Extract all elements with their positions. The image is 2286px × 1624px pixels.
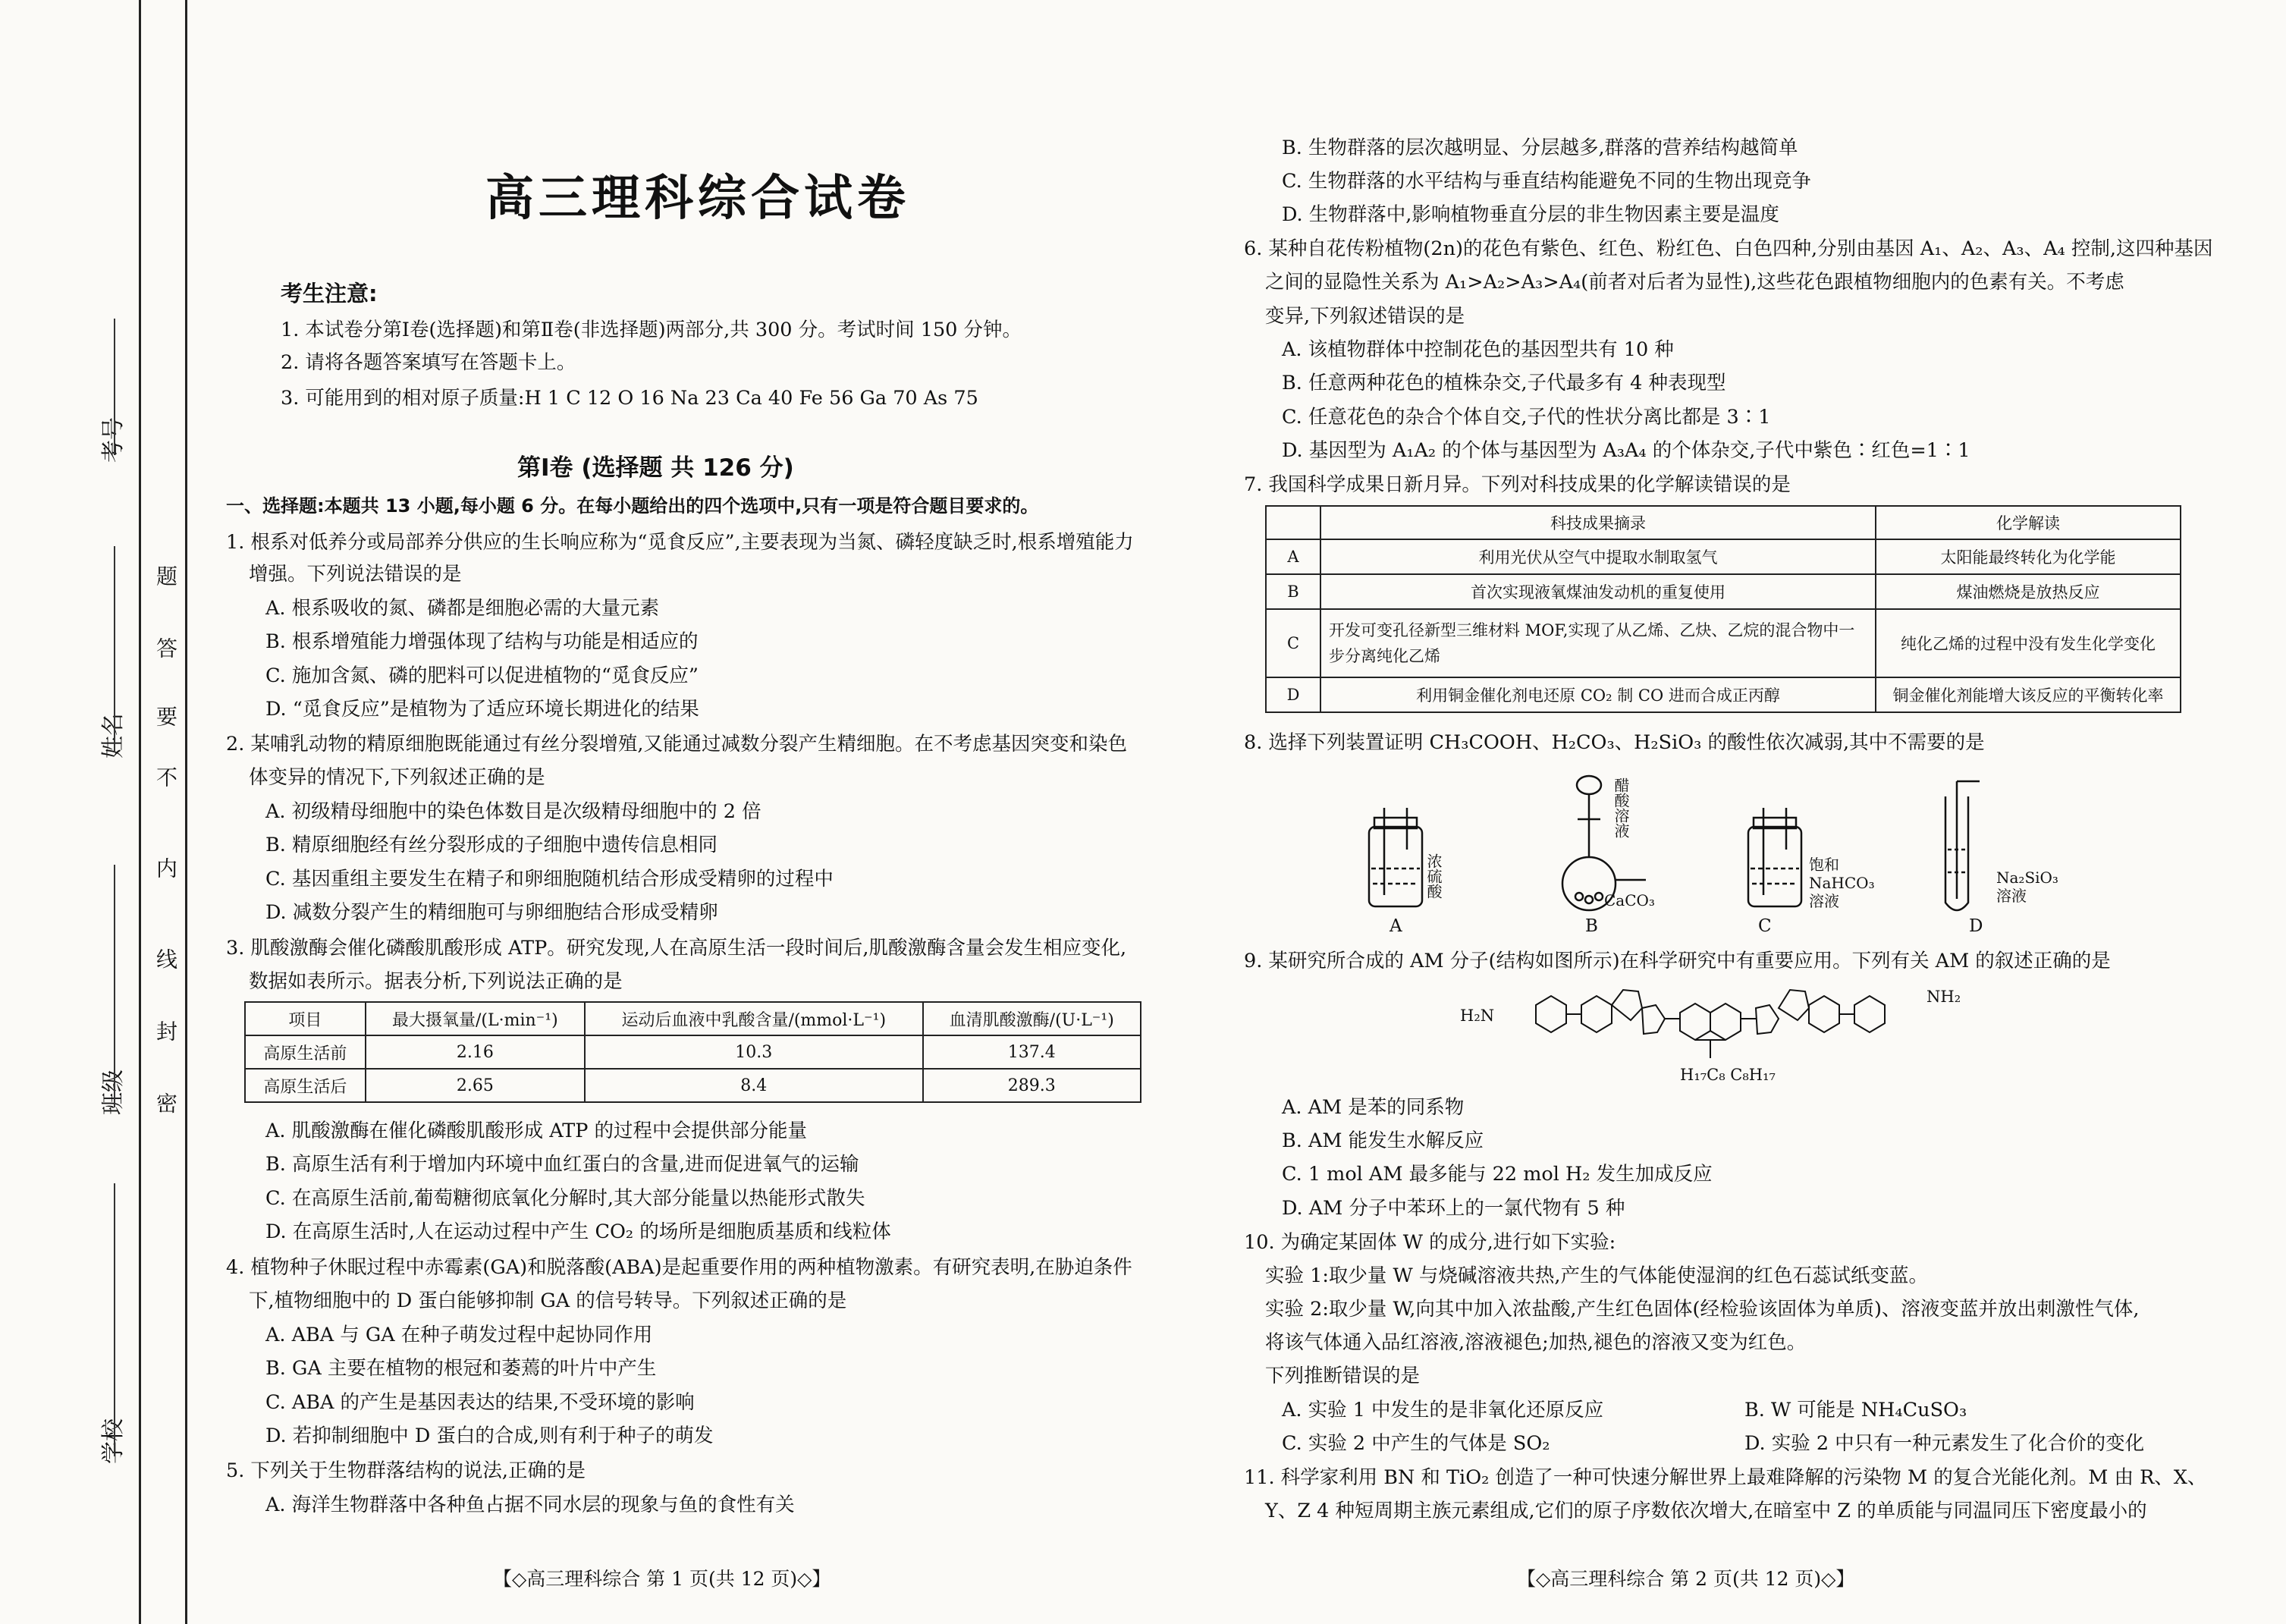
question-3-stem: 3. 肌酸激酶会催化磷酸肌酸形成 ATP。研究发现,人在高原生活一段时间后,肌酸激酶含量会发生相应变化, xyxy=(226,937,1127,960)
question-5-stem: 5. 下列关于生物群落结构的说法,正确的是 xyxy=(226,1459,586,1482)
table-cell: 开发可变孔径新型三维材料 MOF,实现了从乙烯、乙炔、乙烷的混合物中一步分离纯化乙烯 xyxy=(1320,609,1876,677)
seal-char: 内 xyxy=(153,857,178,878)
reagent-line: 饱和 xyxy=(1809,856,1839,874)
question-5-option: C. 生物群落的水平结构与垂直结构能避免不同的生物出现竞争 xyxy=(1282,170,1811,193)
table-cell: 高原生活前 xyxy=(245,1035,366,1069)
question-2-stem: 2. 某哺乳动物的精原细胞既能通过有丝分裂增殖,又能通过减数分裂产生精细胞。在不考虑基因突变和染色 xyxy=(226,733,1128,755)
reagent-line: 溶液 xyxy=(1996,887,2027,905)
apparatus-b-reagent xyxy=(1612,777,1630,838)
table-cell: 137.4 xyxy=(923,1035,1141,1069)
table-cell: A xyxy=(1266,539,1320,574)
seal-char: 线 xyxy=(153,948,178,969)
molecule-alkyl-groups: H₁₇C₈ C₈H₁₇ xyxy=(1680,1066,1776,1084)
molecule-amine-left: H₂N xyxy=(1460,1007,1495,1025)
question-3-table xyxy=(244,1001,1141,1103)
question-7-table xyxy=(1265,505,2181,713)
question-4-option: A. ABA 与 GA 在种子萌发过程中起协同作用 xyxy=(265,1324,653,1346)
table-cell: 利用铜金催化剂电还原 CO₂ 制 CO 进而合成正丙醇 xyxy=(1320,677,1876,712)
reagent-char: 硫 xyxy=(1424,869,1443,884)
table-cell: 2.16 xyxy=(366,1035,585,1069)
molecule-amine-right: NH₂ xyxy=(1926,988,1961,1006)
question-6-stem: 变异,下列叙述错误的是 xyxy=(1265,305,1465,328)
table-cell: C xyxy=(1266,609,1320,677)
question-10-stem: 下列推断错误的是 xyxy=(1265,1365,1421,1387)
table-cell: 煤油燃烧是放热反应 xyxy=(1876,574,2181,609)
seal-char: 答 xyxy=(153,637,178,658)
reagent-line: Na₂SiO₃ xyxy=(1996,869,2058,887)
question-4-option: B. GA 主要在植物的根冠和萎蔫的叶片中产生 xyxy=(265,1357,657,1380)
question-3-option: A. 肌酸激酶在催化磷酸肌酸形成 ATP 的过程中会提供部分能量 xyxy=(265,1120,808,1142)
table-row xyxy=(1266,539,2181,574)
reagent-char: 醋 xyxy=(1612,777,1630,793)
reagent-line: NaHCO₃ xyxy=(1809,874,1875,892)
table-cell: 铜金催化剂能增大该反应的平衡转化率 xyxy=(1876,677,2181,712)
table-cell: D xyxy=(1266,677,1320,712)
field-label-exam-number: 考号 xyxy=(100,417,127,463)
question-1-option: B. 根系增殖能力增强体现了结构与功能是相适应的 xyxy=(265,630,699,653)
question-3-stem: 数据如表所示。据表分析,下列说法正确的是 xyxy=(249,970,623,993)
question-6-option: A. 该植物群体中控制花色的基因型共有 10 种 xyxy=(1282,338,1674,361)
field-label-name: 姓名 xyxy=(100,713,127,759)
seal-char: 要 xyxy=(153,705,178,727)
question-3-option: B. 高原生活有利于增加内环境中血红蛋白的含量,进而促进氧气的运输 xyxy=(265,1153,859,1176)
question-4-option: D. 若抑制细胞中 D 蛋白的合成,则有利于种子的萌发 xyxy=(265,1425,714,1447)
table-cell: B xyxy=(1266,574,1320,609)
table-cell: 纯化乙烯的过程中没有发生化学变化 xyxy=(1876,609,2181,677)
binding-margin xyxy=(0,0,190,1624)
question-2-stem: 体变异的情况下,下列叙述正确的是 xyxy=(249,766,545,789)
table-row xyxy=(245,1069,1141,1102)
reagent-char: 浓 xyxy=(1424,853,1443,869)
reagent-char: 酸 xyxy=(1612,793,1630,808)
notice-item: 3. 可能用到的相对原子质量:H 1 C 12 O 16 Na 23 Ca 40 Fe 56 Ga 70 As 75 xyxy=(281,387,978,410)
question-6-option: C. 任意花色的杂合个体自交,子代的性状分离比都是 3∶1 xyxy=(1282,406,1771,429)
question-1-option: A. 根系吸收的氮、磷都是细胞必需的大量元素 xyxy=(265,597,660,620)
seal-char: 题 xyxy=(153,565,178,586)
notice-item: 1. 本试卷分第Ⅰ卷(选择题)和第Ⅱ卷(非选择题)两部分,共 300 分。考试时间 150 分钟。 xyxy=(281,319,1022,341)
seal-char: 封 xyxy=(153,1020,178,1041)
field-label-class: 班级 xyxy=(100,1070,127,1115)
question-2-option: A. 初级精母细胞中的染色体数目是次级精母细胞中的 2 倍 xyxy=(265,800,761,823)
question-2-option: C. 基因重组主要发生在精子和卵细胞随机结合形成受精卵的过程中 xyxy=(265,868,834,891)
question-10-stem: 实验 1:取少量 W 与烧碱溶液共热,产生的气体能使湿润的红色石蕊试纸变蓝。 xyxy=(1265,1264,1928,1287)
page-footer: 【◇高三理科综合 第 2 页(共 12 页)◇】 xyxy=(1517,1568,1855,1590)
apparatus-label-b: B xyxy=(1585,916,1598,936)
table-cell: 高原生活后 xyxy=(245,1069,366,1102)
reagent-line: 溶液 xyxy=(1809,892,1839,910)
question-10-stem: 将该气体通入品红溶液,溶液褪色;加热,褪色的溶液又变为红色。 xyxy=(1265,1331,1807,1354)
apparatus-c-gas-bottle xyxy=(1748,808,1801,906)
question-1-stem: 增强。下列说法错误的是 xyxy=(249,563,462,586)
table-header: 最大摄氧量/(L·min⁻¹) xyxy=(366,1002,585,1035)
apparatus-d-reagent xyxy=(1996,869,2058,905)
instruction: 一、选择题:本题共 13 小题,每小题 6 分。在每小题给出的四个选项中,只有一项是符合题目要求的。 xyxy=(226,495,1039,517)
question-1-option: C. 施加含氮、磷的肥料可以促进植物的“觅食反应” xyxy=(265,664,699,687)
field-line-school[interactable] xyxy=(114,1183,115,1456)
table-header: 运动后血液中乳酸含量/(mmol·L⁻¹) xyxy=(585,1002,923,1035)
question-3-option: D. 在高原生活时,人在运动过程中产生 CO₂ 的场所是细胞质基质和线粒体 xyxy=(265,1220,891,1243)
question-8-stem: 8. 选择下列装置证明 CH₃COOH、H₂CO₃、H₂SiO₃ 的酸性依次减弱,其中不需要的是 xyxy=(1244,731,1985,754)
seal-char: 密 xyxy=(153,1092,178,1114)
apparatus-b-flask xyxy=(1562,776,1646,910)
question-6-stem: 6. 某种自花传粉植物(2n)的花色有紫色、红色、粉红色、白色四种,分别由基因 A₁、A₂、A₃、A₄ 控制,这四种基因 xyxy=(1244,237,2213,260)
question-4-stem: 下,植物细胞中的 D 蛋白能够抑制 GA 的信号转导。下列叙述正确的是 xyxy=(249,1289,847,1312)
table-header: 科技成果摘录 xyxy=(1320,506,1876,539)
apparatus-a-reagent xyxy=(1424,853,1443,899)
question-5-option: A. 海洋生物群落中各种鱼占据不同水层的现象与鱼的食性有关 xyxy=(265,1494,795,1516)
apparatus-label-d: D xyxy=(1969,916,1983,936)
question-5-option: B. 生物群落的层次越明显、分层越多,群落的营养结构越简单 xyxy=(1282,137,1798,159)
page-footer: 【◇高三理科综合 第 1 页(共 12 页)◇】 xyxy=(493,1568,831,1590)
table-header: 化学解读 xyxy=(1876,506,2181,539)
question-11-stem: Y、Z 4 种短周期主族元素组成,它们的原子序数依次增大,在暗室中 Z 的单质能与同温同压下密度最小的 xyxy=(1265,1500,2147,1522)
question-3-option: C. 在高原生活前,葡萄糖彻底氧化分解时,其大部分能量以热能形式散失 xyxy=(265,1187,865,1210)
question-7-stem: 7. 我国科学成果日新月异。下列对科技成果的化学解读错误的是 xyxy=(1244,473,1791,496)
question-1-option: D. “觅食反应”是植物为了适应环境长期进化的结果 xyxy=(265,698,699,721)
field-line-class[interactable] xyxy=(114,865,115,1107)
seal-char: 不 xyxy=(153,766,178,787)
question-10-option: C. 实验 2 中产生的气体是 SO₂ xyxy=(1282,1432,1550,1455)
table-cell: 10.3 xyxy=(585,1035,923,1069)
question-4-option: C. ABA 的产生是基因表达的结果,不受环境的影响 xyxy=(265,1391,695,1414)
apparatus-a-gas-bottle xyxy=(1369,808,1422,906)
apparatus-label-a: A xyxy=(1389,916,1402,936)
apparatus-label-c: C xyxy=(1758,916,1772,936)
question-2-option: D. 减数分裂产生的精细胞可与卵细胞结合形成受精卵 xyxy=(265,901,718,924)
question-9-option: D. AM 分子中苯环上的一氯代物有 5 种 xyxy=(1282,1197,1625,1220)
question-10-option: A. 实验 1 中发生的是非氧化还原反应 xyxy=(1282,1399,1604,1421)
binding-line-inner xyxy=(185,0,187,1624)
table-cell: 首次实现液氧煤油发动机的重复使用 xyxy=(1320,574,1876,609)
question-11-stem: 11. 科学家利用 BN 和 TiO₂ 创造了一种可快速分解世界上最难降解的污染物 M 的复合光能化剂。M 由 R、X、 xyxy=(1244,1466,2207,1489)
table-row xyxy=(1266,609,2181,677)
table-header xyxy=(1266,506,1320,539)
binding-line-outer xyxy=(139,0,141,1624)
field-line-name[interactable] xyxy=(114,546,115,751)
table-cell: 利用光伏从空气中提取水制取氢气 xyxy=(1320,539,1876,574)
table-cell: 2.65 xyxy=(366,1069,585,1102)
question-4-stem: 4. 植物种子休眠过程中赤霉素(GA)和脱落酸(ABA)是起重要作用的两种植物激素。有研究表明,在胁迫条件 xyxy=(226,1256,1132,1279)
question-10-option: B. W 可能是 NH₄CuSO₃ xyxy=(1744,1399,1967,1421)
table-cell: 8.4 xyxy=(585,1069,923,1102)
question-6-option: D. 基因型为 A₁A₂ 的个体与基因型为 A₃A₄ 的个体杂交,子代中紫色∶红色=1∶1 xyxy=(1282,439,1970,462)
question-10-stem: 实验 2:取少量 W,向其中加入浓盐酸,产生红色固体(经检验该固体为单质)、溶液变蓝并放出刺激性气体, xyxy=(1265,1298,2140,1321)
apparatus-b-solid: CaCO₃ xyxy=(1604,891,1655,909)
notice-item: 2. 请将各题答案填写在答题卡上。 xyxy=(281,351,576,374)
question-9-option: A. AM 是苯的同系物 xyxy=(1282,1096,1465,1119)
question-10-option: D. 实验 2 中只有一种元素发生了化合价的变化 xyxy=(1744,1432,2145,1455)
question-9-option: C. 1 mol AM 最多能与 22 mol H₂ 发生加成反应 xyxy=(1282,1163,1713,1186)
table-cell: 太阳能最终转化为化学能 xyxy=(1876,539,2181,574)
table-header: 血清肌酸激酶/(U·L⁻¹) xyxy=(923,1002,1141,1035)
table-row xyxy=(1266,677,2181,712)
reagent-char: 酸 xyxy=(1424,884,1443,899)
apparatus-d-test-tube xyxy=(1945,781,1980,910)
question-6-option: B. 任意两种花色的植株杂交,子代最多有 4 种表现型 xyxy=(1282,372,1726,394)
reagent-char: 溶 xyxy=(1612,808,1630,823)
q8-apparatus-figure xyxy=(1342,766,2109,941)
question-5-option: D. 生物群落中,影响植物垂直分层的非生物因素主要是温度 xyxy=(1282,203,1779,226)
field-label-school: 学校 xyxy=(100,1418,127,1464)
field-line-exam-number[interactable] xyxy=(114,319,115,455)
table-row xyxy=(245,1035,1141,1069)
question-9-option: B. AM 能发生水解反应 xyxy=(1282,1129,1484,1152)
table-cell: 289.3 xyxy=(923,1069,1141,1102)
question-9-stem: 9. 某研究所合成的 AM 分子(结构如图所示)在科学研究中有重要应用。下列有关 AM 的叙述正确的是 xyxy=(1244,950,2111,972)
table-header: 项目 xyxy=(245,1002,366,1035)
question-10-stem: 10. 为确定某固体 W 的成分,进行如下实验: xyxy=(1244,1231,1616,1254)
question-2-option: B. 精原细胞经有丝分裂形成的子细胞中遗传信息相同 xyxy=(265,834,718,856)
notice-heading: 考生注意: xyxy=(281,281,378,306)
table-row xyxy=(1266,574,2181,609)
question-1-stem: 1. 根系对低养分或局部养分供应的生长响应称为“觅食反应”,主要表现为当氮、磷轻度缺乏时,根系增殖能力 xyxy=(226,531,1134,554)
reagent-char: 液 xyxy=(1612,823,1630,838)
section-title: 第Ⅰ卷 (选择题 共 126 分) xyxy=(517,454,794,482)
page-title: 高三理科综合试卷 xyxy=(485,171,910,227)
apparatus-c-reagent xyxy=(1809,856,1875,910)
question-6-stem: 之间的显隐性关系为 A₁>A₂>A₃>A₄(前者对后者为显性),这些花色跟植物细胞内的色素有关。不考虑 xyxy=(1265,271,2124,294)
